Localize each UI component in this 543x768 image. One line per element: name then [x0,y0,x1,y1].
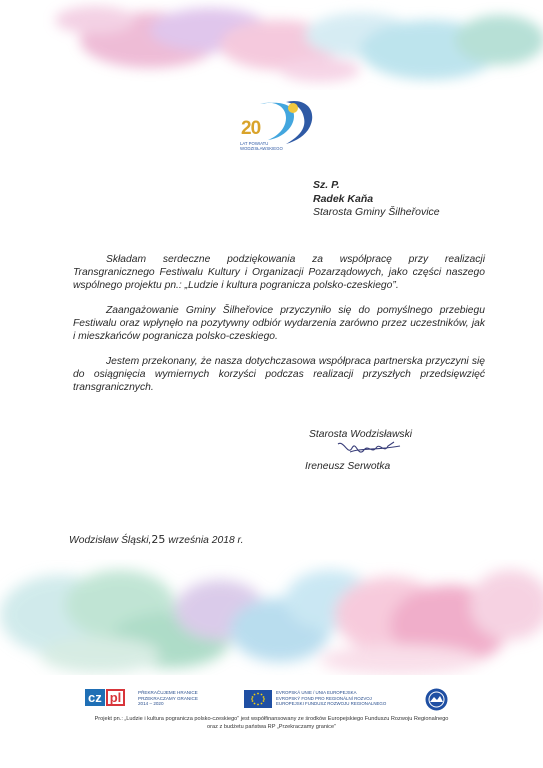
footer-line2: oraz z budżetu państwa RP „Przekraczamy granice” [207,723,336,730]
body-paragraph: Zaangażowanie Gminy Šilheřovice przyczyniło się do pomyślnego przebiegu Festiwalu oraz wpłynęło na pozytywny odbiór wydarzenia zarówno przez uczestników, jak i mieszkańców pogranicza polsko-czeskiego. [73,305,485,342]
signatory-name: Ireneusz Serwotka [305,461,391,472]
euroregion-emblem-icon [425,688,448,711]
handwritten-signature [330,436,410,462]
watercolor-footer-decoration [0,545,543,675]
footer-line1: Projekt pn.: „Ludzie i kultura pogranicza polsko-czeskiego” jest współfinansowany ze środków Europejskiego Funduszu Rozwoju Regionalnego [94,716,449,722]
date-rest: września 2018 r. [168,535,244,546]
czpl-cz-mark: cz [85,689,105,706]
addressee-salutation: Sz. P. [313,179,340,191]
interreg-czpl-logo [85,689,125,707]
body-paragraph: Jestem przekonany, że nasza dotychczasowa współpraca partnerska przyczyni się do osiągnięcia wymiernych korzyści podczas realizacji przyszłych przedsięwzięć transgranicznych. [73,356,485,393]
addressee-position: Starosta Gminy Šilheřovice [313,206,440,218]
letter-date [69,533,243,546]
logo-subtitle: LAT POWIATU WODZISŁAWSKIEGO [240,141,283,151]
addressee-name: Radek Kaňa [313,192,374,205]
watercolor-header-decoration [0,0,543,100]
logo-number: 20 [241,118,261,139]
czpl-pl-mark: pl [106,689,126,706]
letter-body [73,253,485,406]
date-place: Wodzisław Śląski, [69,535,152,546]
signatory-title: Starosta Wodzisławski [309,429,412,440]
czpl-logo-text: PŘEKRAČUJEME HRANICE PRZEKRACZAMY GRANICE 2014 – 2020 [138,690,198,707]
body-paragraph: Składam serdeczne podziękowania za współpracę przy realizacji Transgranicznego Festiwalu Kultury i Organizacji Pozarządowych, jako części naszego wspólnego projektu pn.: „Ludzie i kultura pogranicza polsko-czeskiego”. [73,254,485,291]
funding-footer [60,716,483,731]
eu-fund-text: EVROPSKÁ UNIE / UNIA EUROPEJSKA EVROPSKÝ FOND PRO REGIONÁLNÍ ROZVOJ EUROPEJSKI FUNDUSZ ROZWOJU REGIONALNEGO [276,690,387,706]
addressee-block [313,179,440,220]
eu-flag-icon [244,690,272,708]
anniversary-logo [238,98,322,160]
date-day: 25 [151,533,166,546]
